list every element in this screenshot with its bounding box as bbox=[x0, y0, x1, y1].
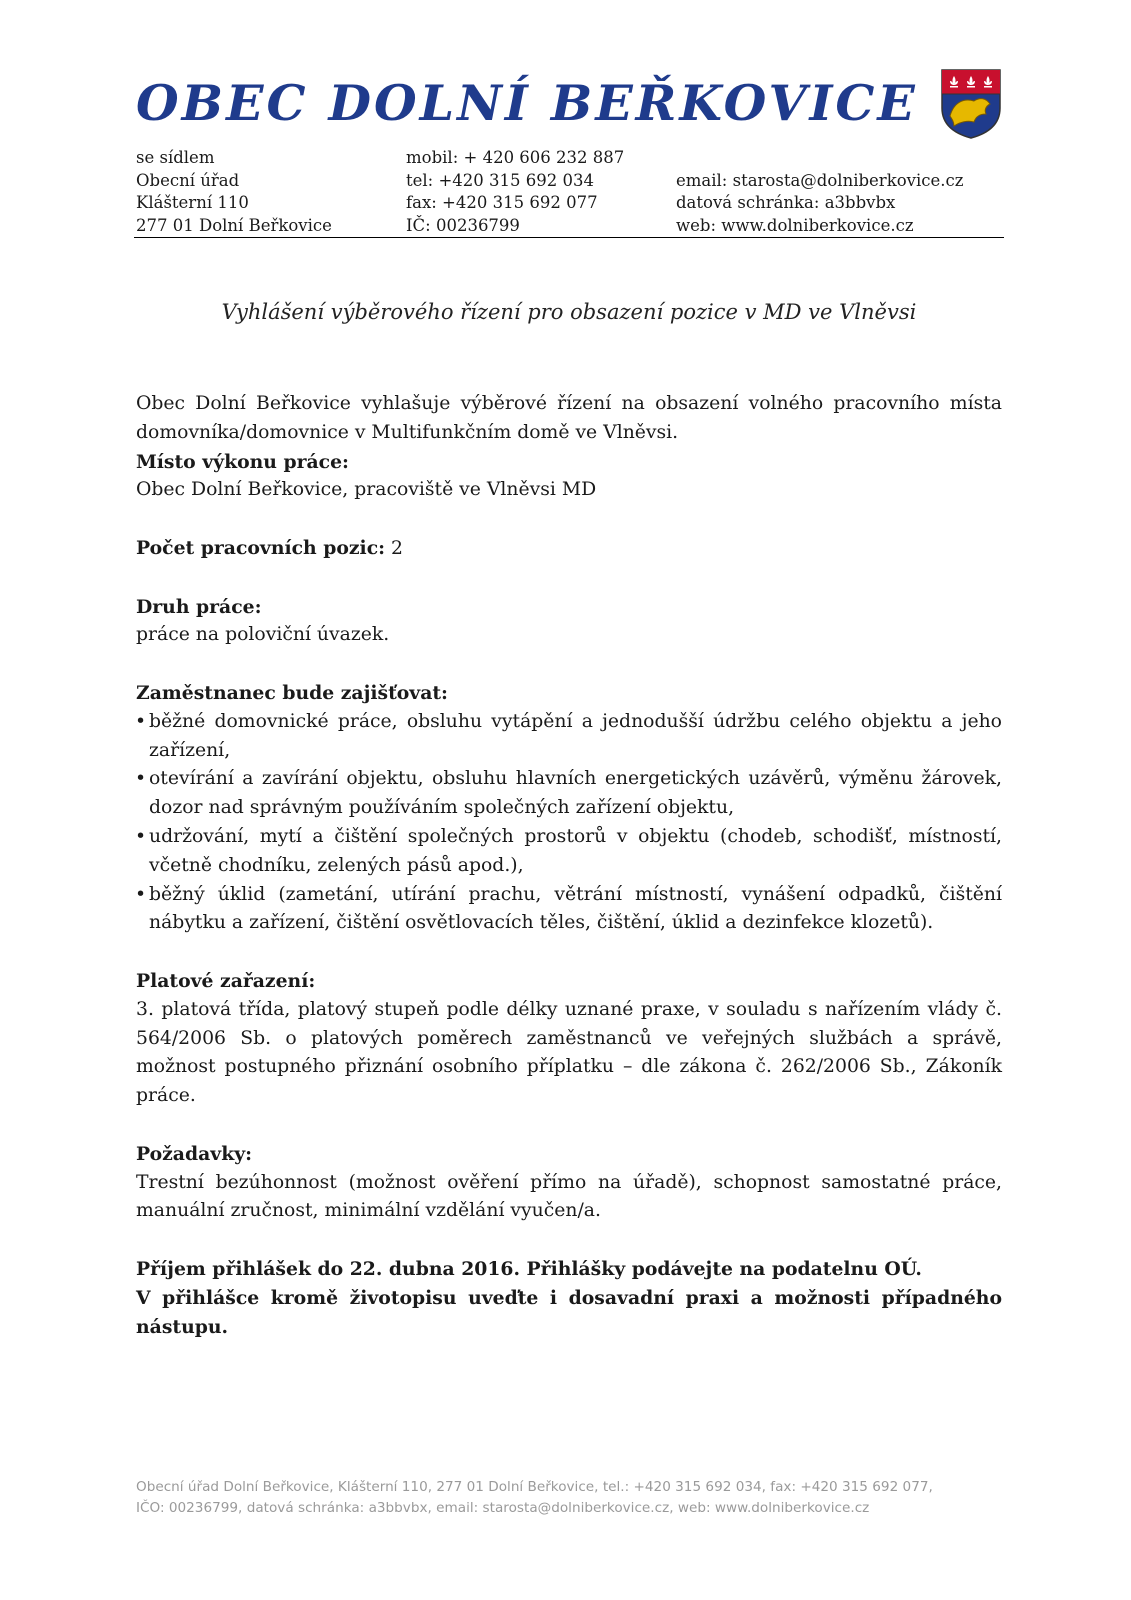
contact-line: mobil: + 420 606 232 887 bbox=[406, 148, 625, 167]
municipal-crest-icon bbox=[940, 68, 1002, 140]
footer-line: Obecní úřad Dolní Beřkovice, Klášterní 110, 277 01 Dolní Beřkovice, tel.: +420 315 692 034, fax: +420 315 692 077, bbox=[136, 1479, 933, 1495]
application-instructions: V přihlášce kromě životopisu uveďte i dosavadní praxi a možnosti případného nástupu. bbox=[136, 1286, 1002, 1338]
work-type-heading: Druh práce: bbox=[136, 595, 262, 618]
contact-phones bbox=[406, 147, 624, 237]
municipality-title: OBEC DOLNÍ BEŘKOVICE bbox=[136, 74, 918, 132]
place-heading: Místo výkonu práce: bbox=[136, 450, 349, 473]
contact-line: Klášterní 110 bbox=[136, 193, 249, 212]
list-item: • udržování, mytí a čištění společných prostorů v objektu (chodeb, schodišť, místností, včetně chodníku, zelených pásů apod.), bbox=[136, 823, 1002, 881]
document-subject: Vyhlášení výběrového řízení pro obsazení pozice v MD ve Vlněvsi bbox=[221, 300, 917, 324]
contact-line: email: starosta@dolniberkovice.cz bbox=[676, 170, 964, 190]
requirements-text: Trestní bezúhonnost (možnost ověření přímo na úřadě), schopnost samostatné práce, manuální zručnost, minimální vzdělání vyučen/a. bbox=[136, 1171, 1002, 1222]
contact-line: fax: +420 315 692 077 bbox=[406, 193, 598, 212]
contact-line: tel: +420 315 692 034 bbox=[406, 170, 595, 190]
list-item: • běžné domovnické práce, obsluhu vytápění a jednodušší údržbu celého objektu a jeho zařízení, bbox=[136, 708, 1002, 766]
work-type-text: práce na poloviční úvazek. bbox=[136, 624, 390, 646]
footer-line: IČO: 00236799, datová schránka: a3bbvbx, email: starosta@dolniberkovice.cz, web: www.dolniberkovice.cz bbox=[136, 1499, 870, 1516]
contact-line: se sídlem bbox=[136, 148, 215, 167]
contact-line: 277 01 Dolní Beřkovice bbox=[136, 215, 332, 235]
contact-address bbox=[136, 147, 332, 237]
list-item: • běžný úklid (zametání, utírání prachu, větrání místností, vynášení odpadků, čištění nábytku a zařízení, čištění osvětlovacích těles, čištění, úklid a dezinfekce klozetů). bbox=[136, 881, 1002, 939]
contact-online bbox=[676, 170, 963, 238]
page-footer bbox=[136, 1477, 1002, 1518]
contact-line: IČ: 00236799 bbox=[406, 215, 520, 235]
duties-list bbox=[136, 708, 1002, 938]
list-item: • otevírání a zavírání objektu, obsluhu hlavních energetických uzávěrů, výměnu žárovek, dozor nad správným používáním společných zařízení objektu, bbox=[136, 765, 1002, 823]
requirements-heading: Požadavky: bbox=[136, 1142, 253, 1165]
positions-line bbox=[136, 534, 1002, 564]
positions-value: 2 bbox=[385, 537, 403, 559]
contact-line: Obecní úřad bbox=[136, 170, 240, 190]
salary-text: 3. platová třída, platový stupeň podle délky uznané praxe, v souladu s nařízením vlády č. 564/2006 Sb. o platových poměrech zaměstnanců ve veřejných službách a správě, možnost postupného přiznání osobního příplatku – dle zákona č. 262/2006 Sb., Zákoník práce. bbox=[136, 998, 1002, 1107]
deadline-notice: Příjem přihlášek do 22. dubna 2016. Přihlášky podávejte na podatelnu OÚ. bbox=[136, 1257, 922, 1280]
contact-line: web: www.dolniberkovice.cz bbox=[676, 215, 914, 235]
salary-heading: Platové zařazení: bbox=[136, 969, 316, 992]
contact-line: datová schránka: a3bbvbx bbox=[676, 193, 896, 212]
header-divider bbox=[134, 237, 1004, 238]
duties-heading: Zaměstnanec bude zajišťovat: bbox=[136, 681, 448, 704]
positions-heading: Počet pracovních pozic: bbox=[136, 536, 386, 559]
place-text: Obec Dolní Beřkovice, pracoviště ve Vlněvsi MD bbox=[136, 479, 597, 501]
intro-paragraph: Obec Dolní Beřkovice vyhlašuje výběrové řízení na obsazení volného pracovního místa domovníka/domovnice v Multifunkčním domě ve Vlněvsi. bbox=[136, 393, 1002, 443]
document-body bbox=[136, 390, 1002, 1341]
